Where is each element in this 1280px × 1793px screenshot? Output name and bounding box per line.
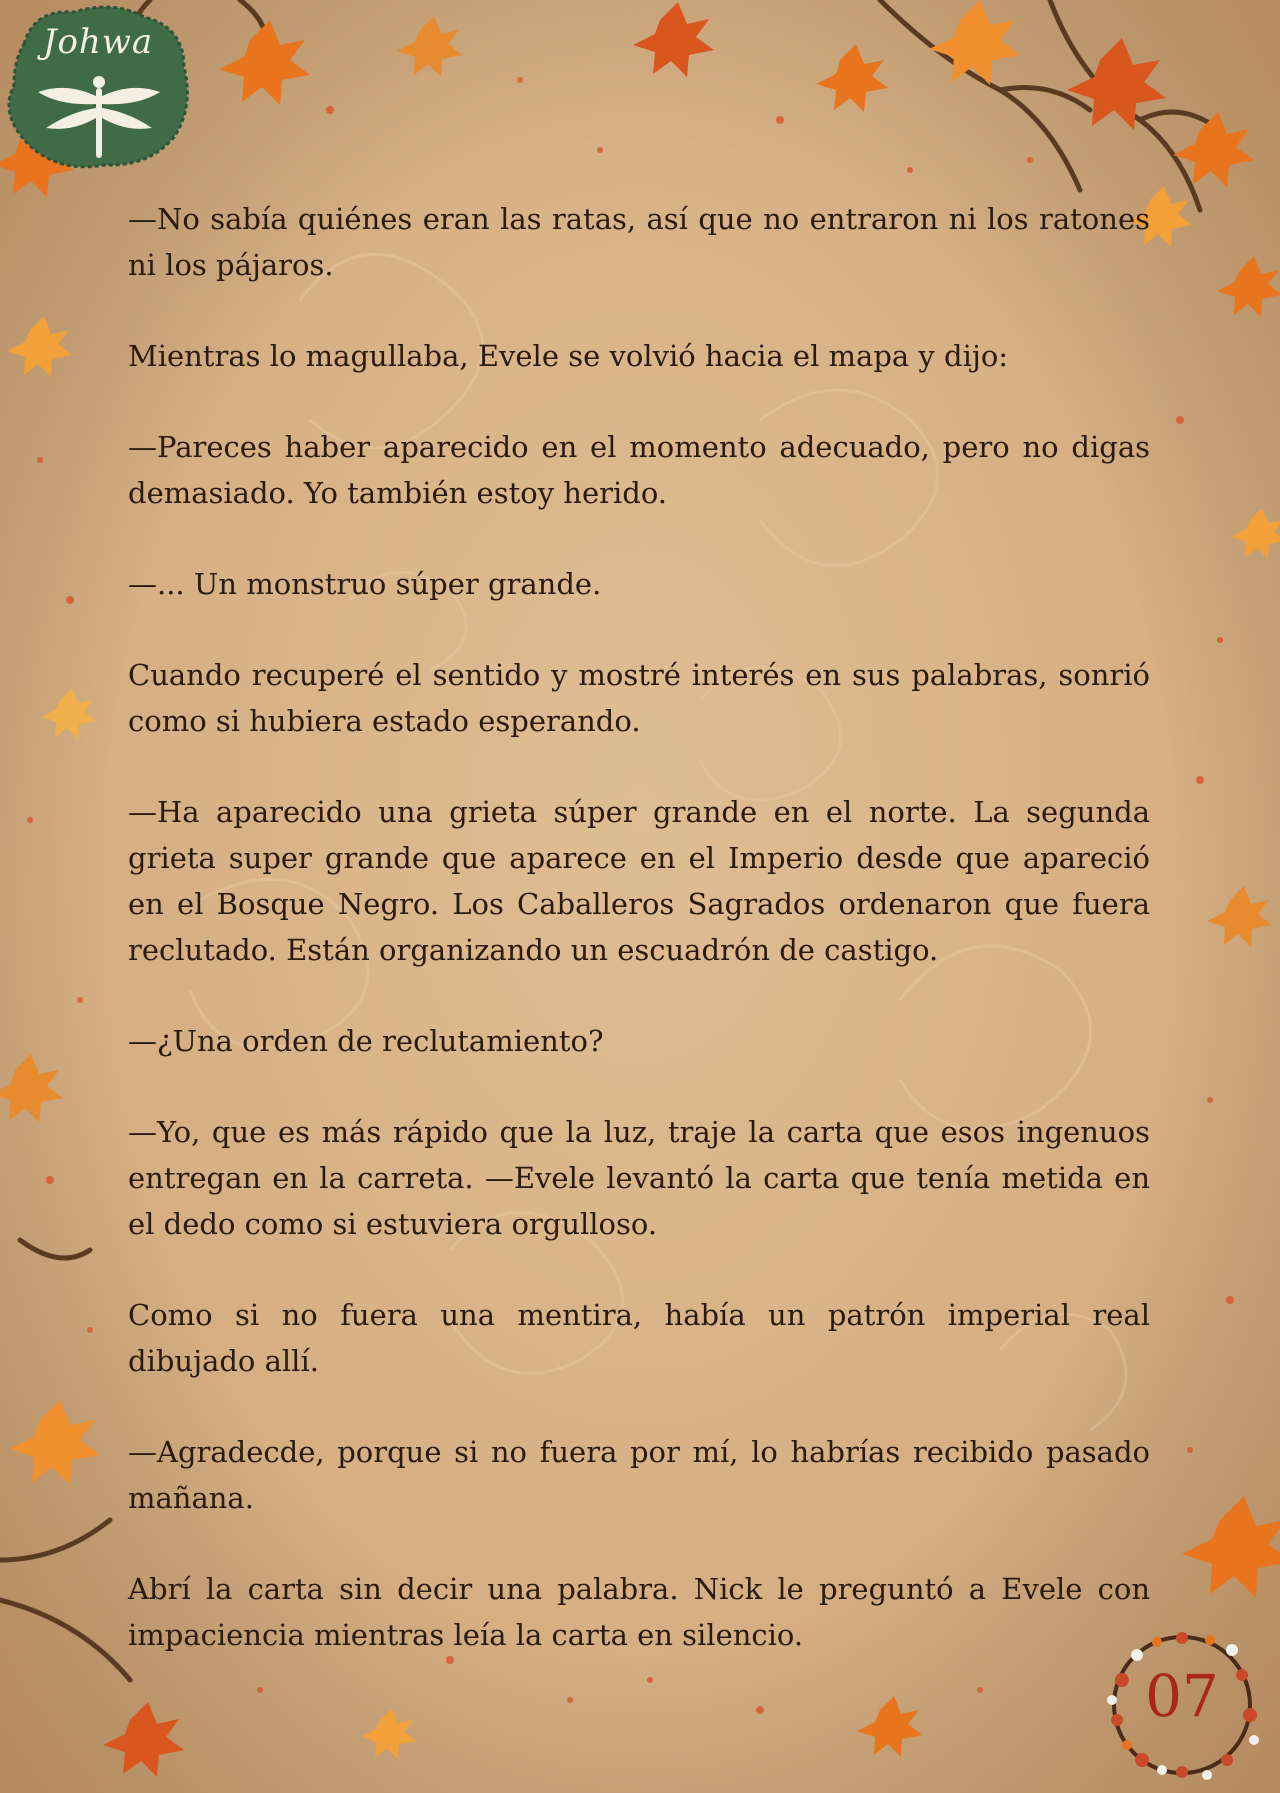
paragraph: Mientras lo magullaba, Evele se volvió hacia el mapa y dijo: [128, 339, 1009, 373]
paragraph: —¿Una orden de reclutamiento? [128, 1024, 604, 1058]
paragraph: —Yo, que es más rápido que la luz, traje la carta que esos ingenuos entregan en la carreta. —Evele levantó la carta que tenía metida en el dedo como si estuviera orgulloso. [128, 1115, 1150, 1241]
page-number: 07 [1145, 1662, 1219, 1730]
paragraph: —Agradecde, porque si no fuera por mí, lo habrías recibido pasado mañana. [128, 1435, 1150, 1515]
johwa-logo [4, 4, 192, 172]
paragraph: Como si no fuera una mentira, había un patrón imperial real dibujado allí. [128, 1298, 1150, 1378]
paragraph: —No sabía quiénes eran las ratas, así que no entraron ni los ratones ni los pájaros. [128, 202, 1150, 282]
paragraph: Abrí la carta sin decir una palabra. Nick le preguntó a Evele con impaciencia mientras leía la carta en silencio. [128, 1572, 1150, 1652]
dragonfly-icon [34, 74, 164, 164]
paragraph: —Ha aparecido una grieta súper grande en el norte. La segunda grieta super grande que aparece en el Imperio desde que apareció en el Bosque Negro. Los Caballeros Sagrados ordenaron que fuera reclutado. Están organizando un escuadrón de castigo. [128, 795, 1150, 967]
paragraph: Cuando recuperé el sentido y mostré interés en sus palabras, sonrió como si hubiera estado esperando. [128, 658, 1150, 738]
story-text [128, 196, 1150, 1703]
paragraph: —... Un monstruo súper grande. [128, 567, 602, 601]
paragraph: —Pareces haber aparecido en el momento adecuado, pero no digas demasiado. Yo también estoy herido. [128, 430, 1150, 510]
page-number-badge [1082, 1620, 1280, 1790]
logo-title: Johwa [42, 22, 154, 62]
